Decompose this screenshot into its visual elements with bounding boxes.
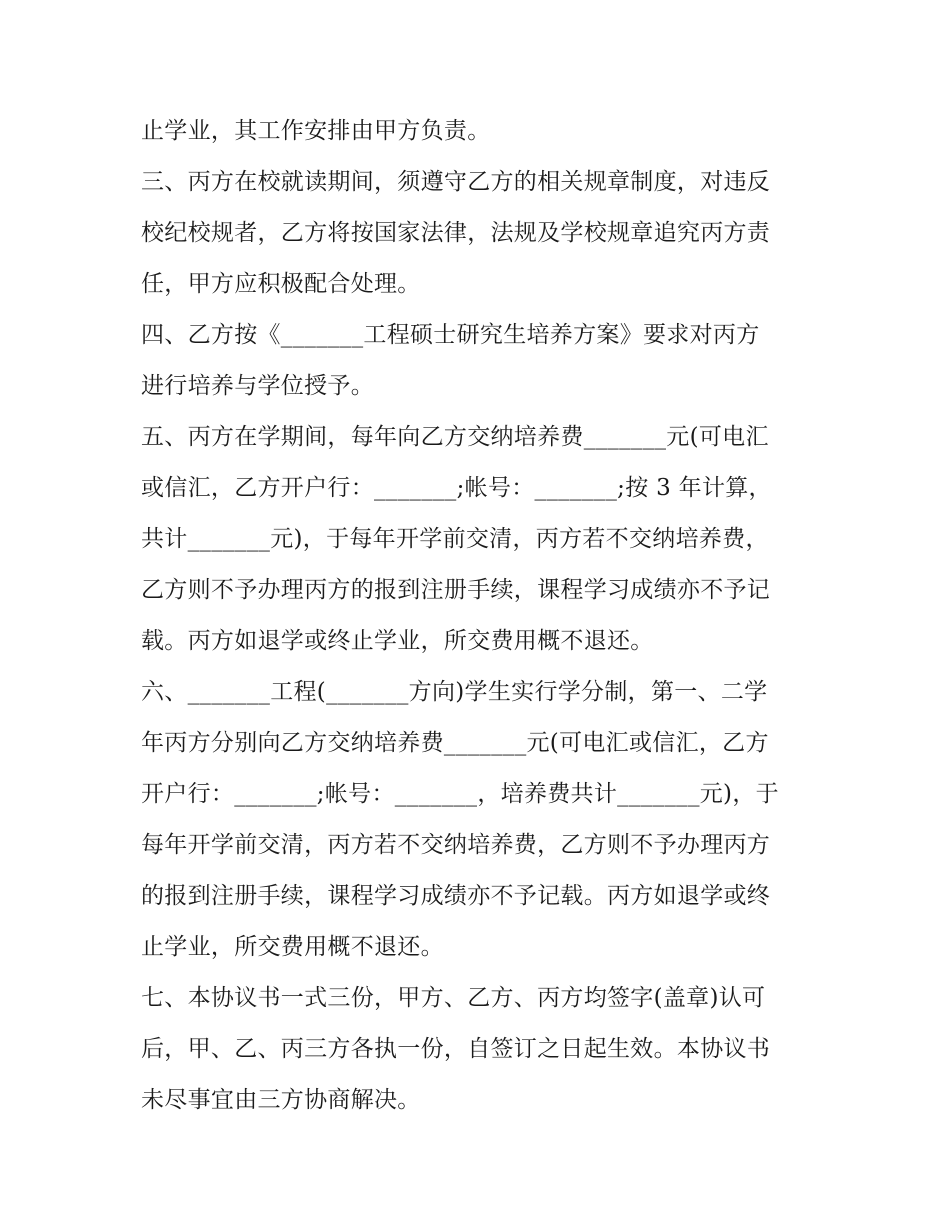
text-line: 三、丙方在校就读期间，须遵守乙方的相关规章制度，对违反 <box>141 169 771 195</box>
text-line: 每年开学前交清，丙方若不交纳培养费，乙方则不予办理丙方 <box>141 832 771 858</box>
text-line: 乙方则不予办理丙方的报到注册手续，课程学习成绩亦不予记 <box>141 577 771 603</box>
text-line: 未尽事宜由三方协商解决。 <box>141 1087 421 1113</box>
text-line: 共计_______元)，于每年开学前交清，丙方若不交纳培养费， <box>141 526 769 552</box>
text-line: 止学业，其工作安排由甲方负责。 <box>141 118 491 144</box>
text-line: 七、本协议书一式三份，甲方、乙方、丙方均签字(盖章)认可 <box>141 985 766 1011</box>
text-line: 年丙方分别向乙方交纳培养费_______元(可电汇或信汇，乙方 <box>141 730 769 756</box>
text-line: 载。丙方如退学或终止学业，所交费用概不退还。 <box>141 628 654 654</box>
text-line: 任，甲方应积极配合处理。 <box>141 271 421 297</box>
text-line: 开户行：_______;帐号：_______，培养费共计_______元)，于 <box>141 781 779 807</box>
document-body <box>141 106 813 1126</box>
text-line: 进行培养与学位授予。 <box>141 373 374 399</box>
text-line: 或信汇，乙方开户行：_______;帐号：_______;按 3 年计算， <box>141 475 772 501</box>
text-line: 后，甲、乙、丙三方各执一份，自签订之日起生效。本协议书 <box>141 1036 771 1062</box>
text-line: 的报到注册手续，课程学习成绩亦不予记载。丙方如退学或终 <box>141 883 771 909</box>
text-line: 止学业，所交费用概不退还。 <box>141 934 444 960</box>
text-line: 六、_______工程(_______方向)学生实行学分制，第一、二学 <box>141 679 768 705</box>
text-line: 校纪校规者，乙方将按国家法律，法规及学校规章追究丙方责 <box>141 220 771 246</box>
text-line: 四、乙方按《_______工程硕士研究生培养方案》要求对丙方 <box>141 322 760 348</box>
text-line: 五、丙方在学期间，每年向乙方交纳培养费_______元(可电汇 <box>141 424 769 450</box>
